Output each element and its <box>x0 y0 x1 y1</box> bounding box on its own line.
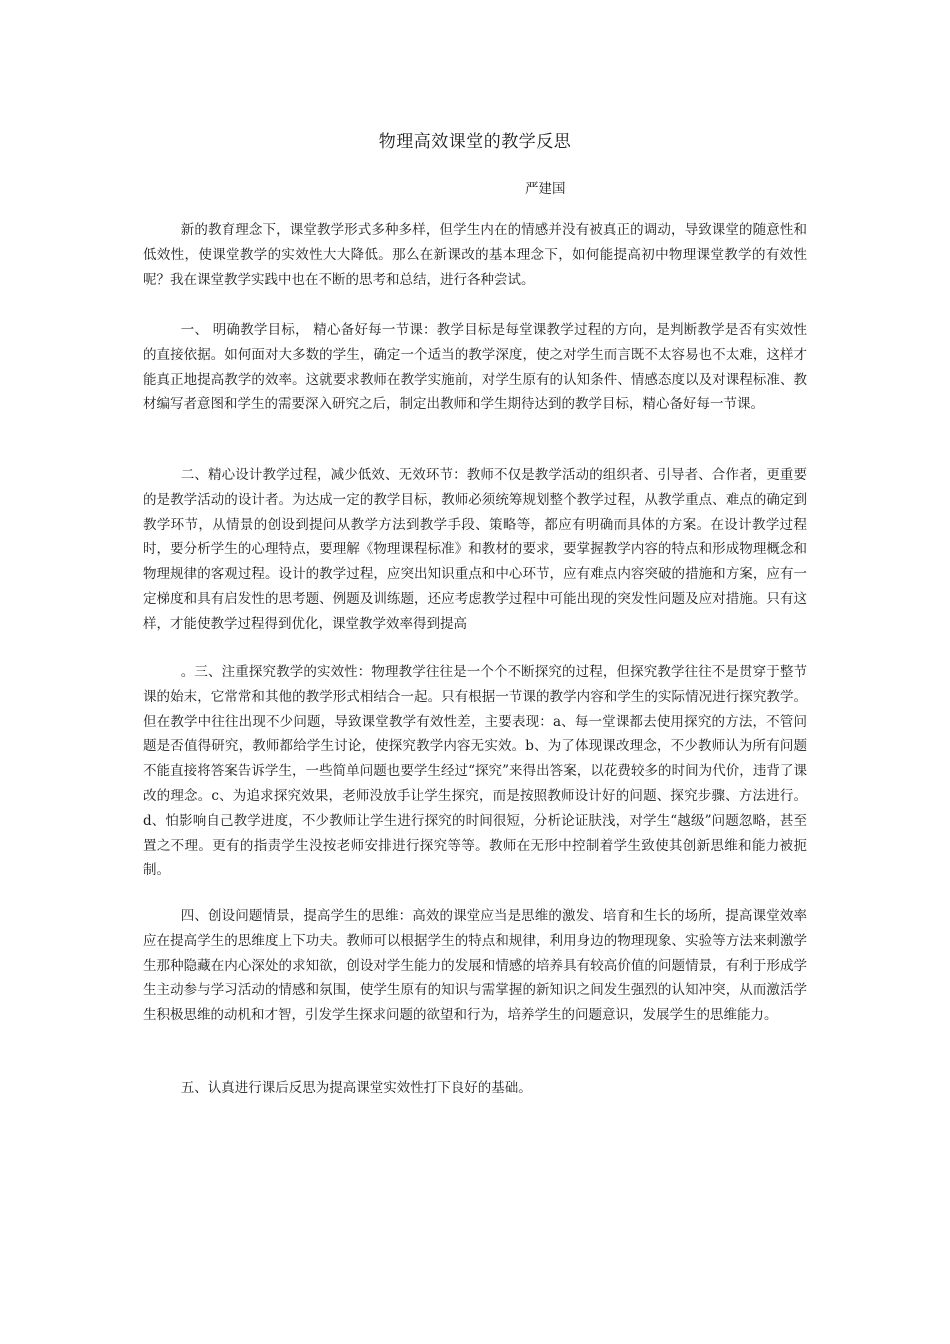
document-title: 物理高效课堂的教学反思 <box>378 132 572 152</box>
section-1-paragraph: 一、 明确教学目标， 精心备好每一节课：教学目标是每堂课教学过程的方向，是判断教学是否有实效性的直接依据。如何面对大多数的学生，确定一个适当的教学深度，使之对学生而言既不太容易也不太难，这样才能真正地提高教学的效率。这就要求教师在教学实施前，对学生原有的认知条件、情感态度以及对课程标准、教材编写者意图和学生的需要深入研究之后，制定出教师和学生期待达到的教学目标，精心备好每一节课。 <box>143 322 807 413</box>
section-3-paragraph: 。三、注重探究教学的实效性：物理教学往往是一个个不断探究的过程，但探究教学往往不是贯穿于整节课的始末，它常常和其他的教学形式相结合一起。只有根据一节课的教学内容和学生的实际情况进行探究教学。但在教学中往往出现不少问题，导致课堂教学有效性差，主要表现：a、每一堂课都去使用探究的方法，不管问题是否值得研究，教师都给学生讨论，使探究教学内容无实效。b、为了体现课改理念，不少教师认为所有问题不能直接将答案告诉学生，一些简单问题也要学生经过“探究”来得出答案，以花费较多的时间为代价，违背了课改的理念。c、为追求探究效果，老师没放手让学生探究，而是按照教师设计好的问题、探究步骤、方法进行。d、怕影响自己教学进度，不少教师让学生进行探究的时间很短，分析论证肤浅，对学生“越级”问题忽略，甚至置之不理。更有的指责学生没按老师安排进行探究等等。教师在无形中控制着学生致使其创新思维和能力被扼制。 <box>143 664 807 879</box>
section-2-paragraph: 二、精心设计教学过程，减少低效、无效环节：教师不仅是教学活动的组织者、引导者、合作者，更重要的是教学活动的设计者。为达成一定的教学目标，教师必须统筹规划整个教学过程，从教学重点、难点的确定到教学环节，从情景的创设到提问从教学方法到教学手段、策略等，都应有明确而具体的方案。在设计教学过程时，要分析学生的心理特点，要理解《物理课程标准》和教材的要求，要掌握教学内容的特点和形成物理概念和物理规律的客观过程。设计的教学过程，应突出知识重点和中心环节，应有难点内容突破的措施和方案，应有一定梯度和具有启发性的思考题、例题及训练题，还应考虑教学过程中可能出现的突发性问题及应对措施。只有这样，才能使教学过程得到优化，课堂教学效率得到提高 <box>143 467 807 632</box>
document-author: 严建国 <box>525 181 566 197</box>
section-4-paragraph: 四、创设问题情景，提高学生的思维：高效的课堂应当是思维的激发、培育和生长的场所，提高课堂效率应在提高学生的思维度上下功夫。教师可以根据学生的特点和规律，利用身边的物理现象、实验等方法来刺激学生那种隐藏在内心深处的求知欲，创设对学生能力的发展和情感的培养具有较高价值的问题情景，有利于形成学生主动参与学习活动的情感和氛围，使学生原有的知识与需掌握的新知识之间发生强烈的认知冲突，从而激活学生积极思维的动机和才智，引发学生探求问题的欲望和行为，培养学生的问题意识，发展学生的思维能力。 <box>143 908 807 1024</box>
intro-paragraph: 新的教育理念下，课堂教学形式多种多样，但学生内在的情感并没有被真正的调动，导致课堂的随意性和低效性，使课堂教学的实效性大大降低。那么在新课改的基本理念下，如何能提高初中物理课堂教学的有效性呢？我在课堂教学实践中也在不断的思考和总结，进行各种尝试。 <box>143 222 807 288</box>
section-5-paragraph: 五、认真进行课后反思为提高课堂实效性打下良好的基础。 <box>180 1080 532 1096</box>
